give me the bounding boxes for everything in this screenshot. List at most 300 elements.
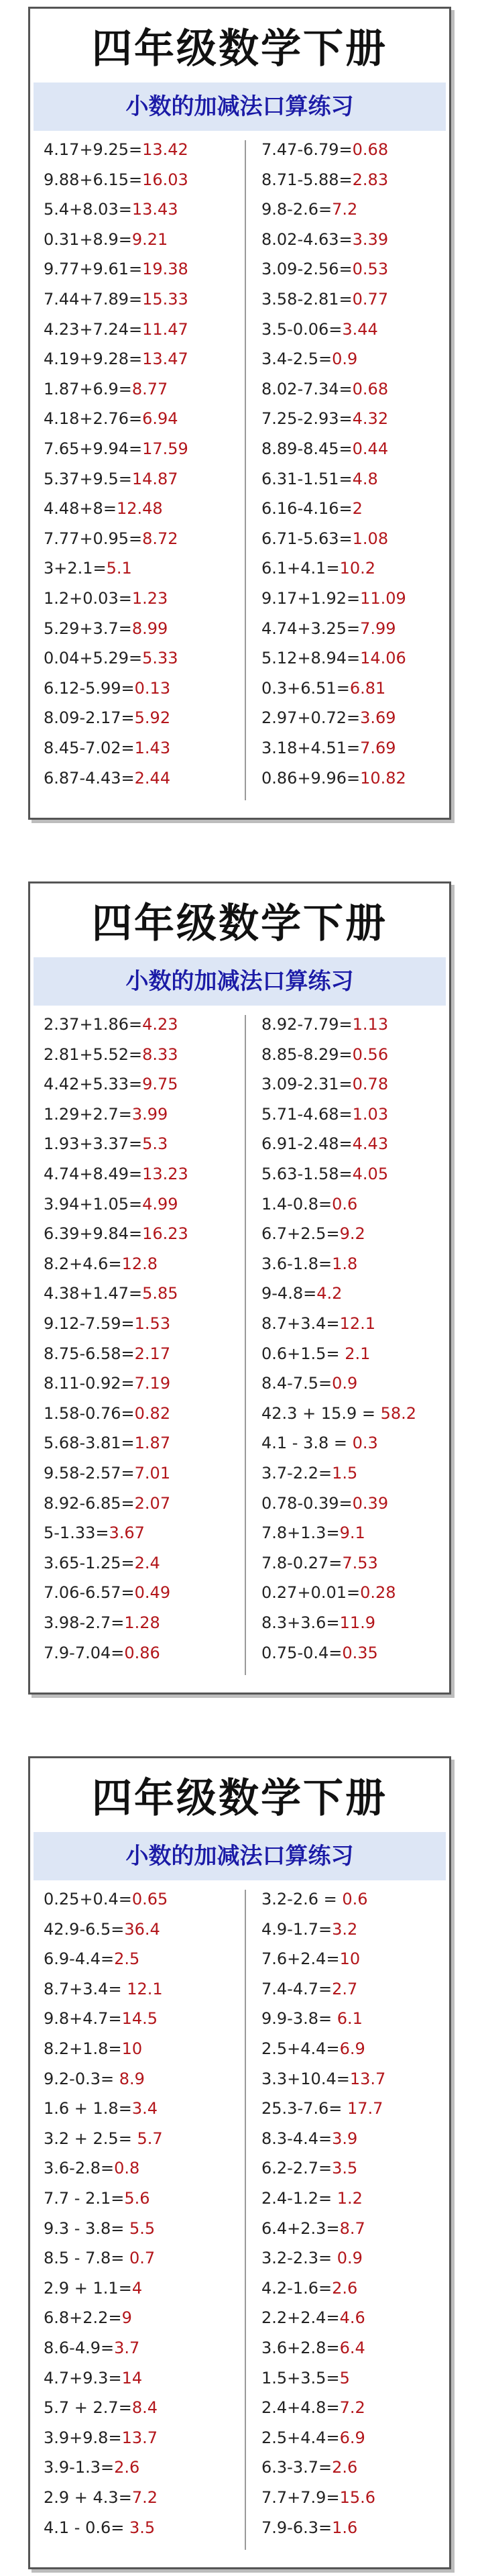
problem-expression: 0.78-0.39=	[261, 1493, 353, 1513]
problem-row	[44, 2245, 155, 2271]
problem-answer: 2.44	[134, 768, 171, 788]
problem-answer: 3.99	[131, 1104, 168, 1124]
problem-row	[261, 466, 378, 492]
problem-row	[44, 735, 170, 761]
problem-row	[44, 765, 170, 792]
problem-row	[261, 2275, 357, 2302]
problem-row	[44, 1400, 170, 1427]
problem-row	[261, 495, 363, 522]
problem-expression: 25.3-7.6=	[261, 2099, 348, 2118]
problem-answer: 15.33	[142, 290, 188, 309]
problem-expression: 1.4-0.8=	[261, 1194, 333, 1214]
problem-answer: 7.99	[360, 619, 396, 638]
problem-row	[44, 466, 178, 492]
problem-answer: 8.72	[142, 529, 178, 548]
problem-row	[44, 2095, 158, 2122]
problem-row	[44, 1310, 170, 1337]
problem-row	[261, 2514, 357, 2541]
problem-expression: 2.37+1.86=	[44, 1015, 143, 1034]
problem-row	[261, 1550, 378, 1576]
problem-row	[261, 316, 378, 343]
problem-row	[261, 226, 388, 253]
problem-column-left	[44, 136, 238, 807]
problem-expression: 2.81+5.52=	[44, 1044, 143, 1064]
problem-expression: 3.6+2.8=	[261, 2339, 340, 2357]
problem-expression: 1.58-0.76=	[44, 1403, 135, 1423]
problem-expression: 8.02-7.34=	[261, 379, 353, 398]
problem-answer: 0.6	[342, 1890, 368, 1909]
problem-expression: 0.27+0.01=	[261, 1583, 361, 1603]
problem-row	[44, 316, 188, 343]
problem-answer: 1.87	[134, 1434, 171, 1453]
problem-expression: 6.71-5.63=	[261, 529, 353, 548]
problem-row	[44, 1976, 163, 2002]
problem-row	[44, 166, 188, 193]
problem-row	[44, 286, 188, 313]
problem-answer: 5.92	[134, 708, 171, 728]
problem-expression: 0.6+1.5=	[261, 1344, 345, 1363]
problem-expression: 3.09-2.56=	[261, 260, 353, 279]
worksheet-title: 四年级数学下册	[92, 1775, 387, 1822]
problem-answer: 1.5	[332, 1464, 358, 1483]
problem-expression: 8.5 - 7.8=	[44, 2249, 129, 2268]
problem-answer: 7.2	[339, 2398, 365, 2418]
problem-expression: 8.92-6.85=	[44, 1493, 135, 1513]
problem-answer: 1.2	[337, 2189, 363, 2208]
problem-expression: 6.31-1.51=	[261, 469, 353, 488]
problem-answer: 12.8	[121, 1254, 158, 1273]
problem-answer: 10	[339, 1949, 361, 1969]
problem-answer: 1.8	[332, 1254, 358, 1273]
problem-answer: 12.1	[127, 1979, 163, 1998]
problem-expression: 1.93+3.37=	[44, 1134, 143, 1154]
problem-expression: 8.75-6.58=	[44, 1344, 135, 1363]
problem-answer: 4	[131, 2278, 143, 2298]
problem-expression: 4.18+2.76=	[44, 409, 143, 429]
problem-expression: 8.7+3.4=	[261, 1314, 340, 1333]
problem-answer: 7.2	[332, 200, 358, 219]
problem-row	[261, 1609, 375, 1636]
problem-answer: 5.6	[124, 2189, 150, 2208]
problem-expression: 7.6+2.4=	[261, 1949, 340, 1969]
problem-answer: 0.53	[352, 260, 389, 279]
problem-answer: 16.03	[142, 170, 188, 189]
worksheet-subtitle: 小数的加减法口算练习	[34, 83, 446, 131]
problem-answer: 2.6	[332, 2278, 358, 2298]
problem-expression: 7.7 - 2.1=	[44, 2189, 125, 2208]
problem-expression: 9.2-0.3=	[44, 2069, 119, 2088]
problem-answer: 11.47	[142, 319, 188, 339]
problem-answer: 15.6	[339, 2488, 375, 2507]
problem-expression: 3.94+1.05=	[44, 1194, 143, 1214]
problem-row	[261, 1310, 375, 1337]
problem-row	[44, 495, 163, 522]
problem-answer: 16.23	[142, 1224, 188, 1244]
problem-row	[44, 1101, 168, 1128]
worksheet-title: 四年级数学下册	[92, 900, 387, 947]
problem-row	[261, 1191, 357, 1218]
problem-expression: 8.4-7.5=	[261, 1374, 333, 1393]
problem-expression: 2.4+4.8=	[261, 2398, 340, 2418]
problem-expression: 2.4-1.2=	[261, 2189, 337, 2208]
problem-expression: 3.98-2.7=	[44, 1613, 125, 1632]
problem-answer: 19.38	[142, 260, 188, 279]
problem-answer: 3.5	[129, 2518, 156, 2537]
problem-expression: 6.9-4.4=	[44, 1949, 115, 1969]
problem-expression: 3.09-2.31=	[261, 1075, 353, 1094]
problem-answer: 9.75	[142, 1075, 178, 1094]
problem-expression: 3.3+10.4=	[261, 2069, 350, 2088]
problem-row	[44, 1280, 178, 1307]
problem-expression: 5.4+8.03=	[44, 200, 132, 219]
problem-answer: 3.4	[131, 2099, 158, 2118]
problem-row	[261, 376, 388, 402]
problem-expression: 7.4-4.7=	[261, 1979, 333, 1998]
problem-expression: 7.7+7.9=	[261, 2488, 340, 2507]
problem-row	[44, 1609, 160, 1636]
problem-row	[261, 2304, 365, 2331]
problem-row	[261, 1130, 388, 1157]
problem-row	[261, 2155, 357, 2182]
problem-expression: 3.5-0.06=	[261, 319, 343, 339]
problem-expression: 0.75-0.4=	[261, 1643, 343, 1662]
problem-expression: 4.1 - 0.6=	[44, 2518, 129, 2537]
problem-row	[261, 2334, 365, 2361]
problem-expression: 2.9 + 4.3=	[44, 2488, 132, 2507]
problem-answer: 5.3	[142, 1134, 168, 1154]
problem-answer: 1.6	[332, 2518, 358, 2537]
problem-row	[261, 2095, 383, 2122]
problem-answer: 11.9	[339, 1613, 375, 1632]
problem-row	[261, 1370, 357, 1397]
problem-expression: 3.6-2.8=	[44, 2159, 115, 2178]
problem-row	[44, 1041, 178, 1068]
problem-expression: 1.87+6.9=	[44, 379, 132, 398]
problem-answer: 0.13	[134, 678, 171, 698]
problem-expression: 9.8+4.7=	[44, 2009, 122, 2029]
problem-expression: 9.12-7.59=	[44, 1314, 135, 1333]
problem-answer: 0.56	[352, 1044, 389, 1064]
problem-row	[261, 2185, 363, 2212]
problem-answer: 0.86	[124, 1643, 160, 1662]
problem-row	[261, 1220, 365, 1247]
problem-column-right	[261, 1886, 456, 2557]
problem-expression: 4.19+9.28=	[44, 350, 143, 369]
problem-expression: 8.45-7.02=	[44, 739, 135, 757]
problem-row	[44, 1550, 160, 1576]
problem-answer: 2.5	[114, 1949, 140, 1969]
problem-answer: 0.8	[114, 2159, 140, 2178]
problem-row	[261, 675, 385, 702]
problem-answer: 3.9	[332, 2129, 358, 2148]
problem-row	[261, 1011, 388, 1038]
problem-answer: 36.4	[124, 1919, 160, 1939]
problem-expression: 9.88+6.15=	[44, 170, 143, 189]
problem-expression: 5-1.33=	[44, 1523, 109, 1543]
worksheet-subtitle: 小数的加减法口算练习	[34, 1832, 446, 1880]
problem-expression: 0.31+8.9=	[44, 229, 132, 249]
problem-answer: 2.6	[114, 2458, 140, 2477]
problem-row	[44, 2155, 139, 2182]
problem-expression: 2.9 + 1.1=	[44, 2278, 132, 2298]
problem-answer: 2.6	[332, 2458, 358, 2477]
problem-row	[261, 1976, 357, 2002]
problem-answer: 0.65	[131, 1890, 168, 1909]
problem-answer: 0.7	[129, 2249, 156, 2268]
problem-answer: 13.47	[142, 350, 188, 369]
problem-answer: 0.35	[342, 1643, 378, 1662]
problem-expression: 3.6-1.8=	[261, 1254, 333, 1273]
problem-answer: 0.6	[332, 1194, 358, 1214]
problem-answer: 17.59	[142, 439, 188, 458]
problem-expression: 8.89-8.45=	[261, 439, 353, 458]
problem-answer: 13.7	[121, 2428, 158, 2447]
problem-answer: 0.82	[134, 1403, 171, 1423]
problem-row	[261, 735, 396, 761]
problem-expression: 4.17+9.25=	[44, 140, 143, 159]
problem-expression: 3.2 + 2.5=	[44, 2129, 137, 2148]
problem-answer: 17.7	[347, 2099, 383, 2118]
problem-answer: 5.1	[106, 559, 132, 578]
problem-row	[44, 2514, 155, 2541]
problem-row	[44, 2275, 142, 2302]
problem-expression: 3.58-2.81=	[261, 290, 353, 309]
problem-expression: 8.09-2.17=	[44, 708, 135, 728]
problem-answer: 10	[121, 2039, 143, 2058]
problem-expression: 3.7-2.2=	[261, 1464, 333, 1483]
problem-answer: 0.78	[352, 1075, 389, 1094]
problem-expression: 5.68-3.81=	[44, 1434, 135, 1453]
problem-row	[261, 1280, 342, 1307]
problem-expression: 8.71-5.88=	[261, 170, 353, 189]
problem-answer: 0.44	[352, 439, 389, 458]
problem-row	[261, 765, 406, 792]
problem-expression: 6.1+4.1=	[261, 559, 340, 578]
problem-answer: 6.81	[349, 678, 386, 698]
problem-row	[44, 1340, 170, 1367]
problem-answer: 3.44	[342, 319, 378, 339]
problem-column-left	[44, 1011, 238, 1682]
problem-row	[261, 1340, 370, 1367]
problem-answer: 4.99	[142, 1194, 178, 1214]
problem-row	[44, 256, 188, 282]
problem-answer: 9	[121, 2308, 132, 2328]
problem-row	[44, 2185, 150, 2212]
problem-row	[261, 1041, 388, 1068]
problem-expression: 9.3 - 3.8=	[44, 2218, 129, 2238]
problem-row	[44, 645, 178, 672]
problem-row	[261, 2005, 363, 2032]
problem-expression: 6.4+2.3=	[261, 2218, 340, 2238]
problem-expression: 4.9-1.7=	[261, 1919, 333, 1939]
problem-answer: 14.06	[360, 649, 406, 668]
problem-expression: 3+2.1=	[44, 559, 107, 578]
problem-row	[44, 1945, 139, 1972]
problem-expression: 9.8-2.6=	[261, 200, 333, 219]
problem-expression: 8.85-8.29=	[261, 1044, 353, 1064]
problem-row	[261, 555, 375, 582]
problem-expression: 7.06-6.57=	[44, 1583, 135, 1603]
problem-expression: 4.2-1.6=	[261, 2278, 333, 2298]
problem-expression: 4.7+9.3=	[44, 2368, 122, 2387]
problem-answer: 1.13	[352, 1015, 389, 1034]
problem-row	[44, 376, 168, 402]
problem-answer: 1.08	[352, 529, 389, 548]
problem-row	[261, 1640, 378, 1666]
problem-row	[44, 196, 178, 223]
problem-column-right	[261, 136, 456, 807]
problem-expression: 2.2+2.4=	[261, 2308, 340, 2328]
problem-answer: 3.69	[360, 708, 396, 728]
problem-expression: 8.2+1.8=	[44, 2039, 122, 2058]
problem-expression: 3.2-2.6 =	[261, 1890, 343, 1909]
problem-expression: 6.12-5.99=	[44, 678, 135, 698]
problem-expression: 5.71-4.68=	[261, 1104, 353, 1124]
problem-expression: 7.77+0.95=	[44, 529, 143, 548]
problem-expression: 6.87-4.43=	[44, 768, 135, 788]
problem-row	[261, 435, 388, 462]
problem-answer: 7.2	[131, 2488, 158, 2507]
problem-row	[44, 1191, 178, 1218]
problem-expression: 8.3-4.4=	[261, 2129, 333, 2148]
problem-row	[261, 2125, 357, 2152]
problem-row	[44, 1490, 170, 1517]
problem-row	[261, 1886, 368, 1913]
problem-row	[44, 525, 178, 552]
problem-row	[261, 1519, 365, 1546]
problem-answer: 58.2	[380, 1403, 417, 1423]
problem-expression: 1.5+3.5=	[261, 2368, 340, 2387]
problem-expression: 9-4.8=	[261, 1284, 317, 1303]
problem-row	[44, 2005, 158, 2032]
problem-row	[44, 675, 170, 702]
problem-answer: 0.9	[337, 2249, 363, 2268]
problem-expression: 1.2+0.03=	[44, 589, 132, 608]
problem-expression: 6.7+2.5=	[261, 1224, 340, 1244]
problem-row	[261, 1579, 396, 1606]
problem-answer: 2.4	[134, 1553, 160, 1572]
problem-expression: 8.92-7.79=	[261, 1015, 353, 1034]
problem-row	[261, 1490, 388, 1517]
problem-expression: 9.77+9.61=	[44, 260, 143, 279]
problem-answer: 8.99	[131, 619, 168, 638]
problem-row	[261, 1161, 388, 1187]
problem-answer: 4.2	[316, 1284, 343, 1303]
problem-row	[44, 2035, 142, 2062]
problem-row	[44, 1579, 170, 1606]
column-divider	[245, 1015, 246, 1675]
problem-answer: 2.1	[345, 1344, 371, 1363]
problem-expression: 3.18+4.51=	[261, 739, 361, 757]
problem-row	[261, 405, 388, 432]
problem-answer: 13.43	[131, 200, 178, 219]
problem-expression: 2.5+4.4=	[261, 2428, 340, 2447]
problem-answer: 9.2	[339, 1224, 365, 1244]
problem-answer: 2.83	[352, 170, 389, 189]
problem-expression: 2.97+0.72=	[261, 708, 361, 728]
problem-answer: 0.49	[134, 1583, 171, 1603]
problem-expression: 3.9-1.3=	[44, 2458, 115, 2477]
problem-row	[261, 1945, 360, 1972]
problem-answer: 2.7	[332, 1979, 358, 1998]
problem-answer: 1.53	[134, 1314, 171, 1333]
problem-row	[261, 525, 388, 552]
problem-answer: 5.7	[137, 2129, 163, 2148]
problem-expression: 8.02-4.63=	[261, 229, 353, 249]
problem-row	[44, 1519, 145, 1546]
problem-row	[44, 435, 188, 462]
problem-answer: 3.2	[332, 1919, 358, 1939]
problem-row	[44, 405, 178, 432]
problem-answer: 0.77	[352, 290, 389, 309]
problem-row	[44, 1011, 178, 1038]
problem-row	[44, 2065, 145, 2092]
problem-answer: 14.5	[121, 2009, 158, 2029]
problem-answer: 4.23	[142, 1015, 178, 1034]
problem-expression: 1.6 + 1.8=	[44, 2099, 132, 2118]
problem-expression: 6.16-4.16=	[261, 499, 353, 519]
problem-row	[44, 136, 188, 163]
problem-expression: 7.44+7.89=	[44, 290, 143, 309]
problem-answer: 4.8	[352, 469, 378, 488]
problem-expression: 0.25+0.4=	[44, 1890, 132, 1909]
problem-row	[261, 345, 357, 372]
problem-expression: 4.74+8.49=	[44, 1165, 143, 1183]
problem-expression: 0.3+6.51=	[261, 678, 350, 698]
problem-row	[261, 1400, 416, 1427]
problem-answer: 0.68	[352, 140, 389, 159]
problem-row	[261, 2394, 365, 2421]
problem-answer: 13.7	[349, 2069, 386, 2088]
problem-answer: 5.33	[142, 649, 178, 668]
problem-answer: 9.21	[131, 229, 168, 249]
problem-expression: 7.47-6.79=	[261, 140, 353, 159]
problem-expression: 3.65-1.25=	[44, 1553, 135, 1572]
problem-answer: 7.19	[134, 1374, 171, 1393]
problem-row	[44, 2394, 158, 2421]
problem-answer: 14.87	[131, 469, 178, 488]
problem-expression: 3.2-2.3=	[261, 2249, 337, 2268]
problem-expression: 3.4-2.5=	[261, 350, 333, 369]
worksheet-subtitle: 小数的加减法口算练习	[34, 957, 446, 1006]
problem-row	[44, 585, 168, 612]
problem-row	[44, 2424, 158, 2451]
problem-expression: 42.9-6.5=	[44, 1919, 125, 1939]
problem-answer: 1.28	[124, 1613, 160, 1632]
problem-row	[261, 2215, 365, 2242]
problem-row	[44, 1430, 170, 1456]
problem-row	[261, 704, 396, 731]
problem-answer: 10.2	[339, 559, 375, 578]
problem-expression: 4.48+8=	[44, 499, 117, 519]
problem-expression: 4.74+3.25=	[261, 619, 361, 638]
problem-row	[44, 2304, 132, 2331]
problem-row	[261, 286, 388, 313]
problem-row	[261, 2424, 365, 2451]
problem-expression: 0.04+5.29=	[44, 649, 143, 668]
problem-row	[44, 615, 168, 642]
problem-answer: 12.1	[339, 1314, 375, 1333]
problem-row	[44, 2365, 142, 2392]
problem-row	[44, 1460, 170, 1487]
problem-answer: 2.07	[134, 1493, 171, 1513]
problem-row	[44, 1640, 160, 1666]
problem-answer: 13.23	[142, 1165, 188, 1183]
problem-answer: 4.32	[352, 409, 389, 429]
problem-row	[261, 615, 396, 642]
problem-row	[261, 1101, 388, 1128]
problem-answer: 7.69	[360, 739, 396, 757]
